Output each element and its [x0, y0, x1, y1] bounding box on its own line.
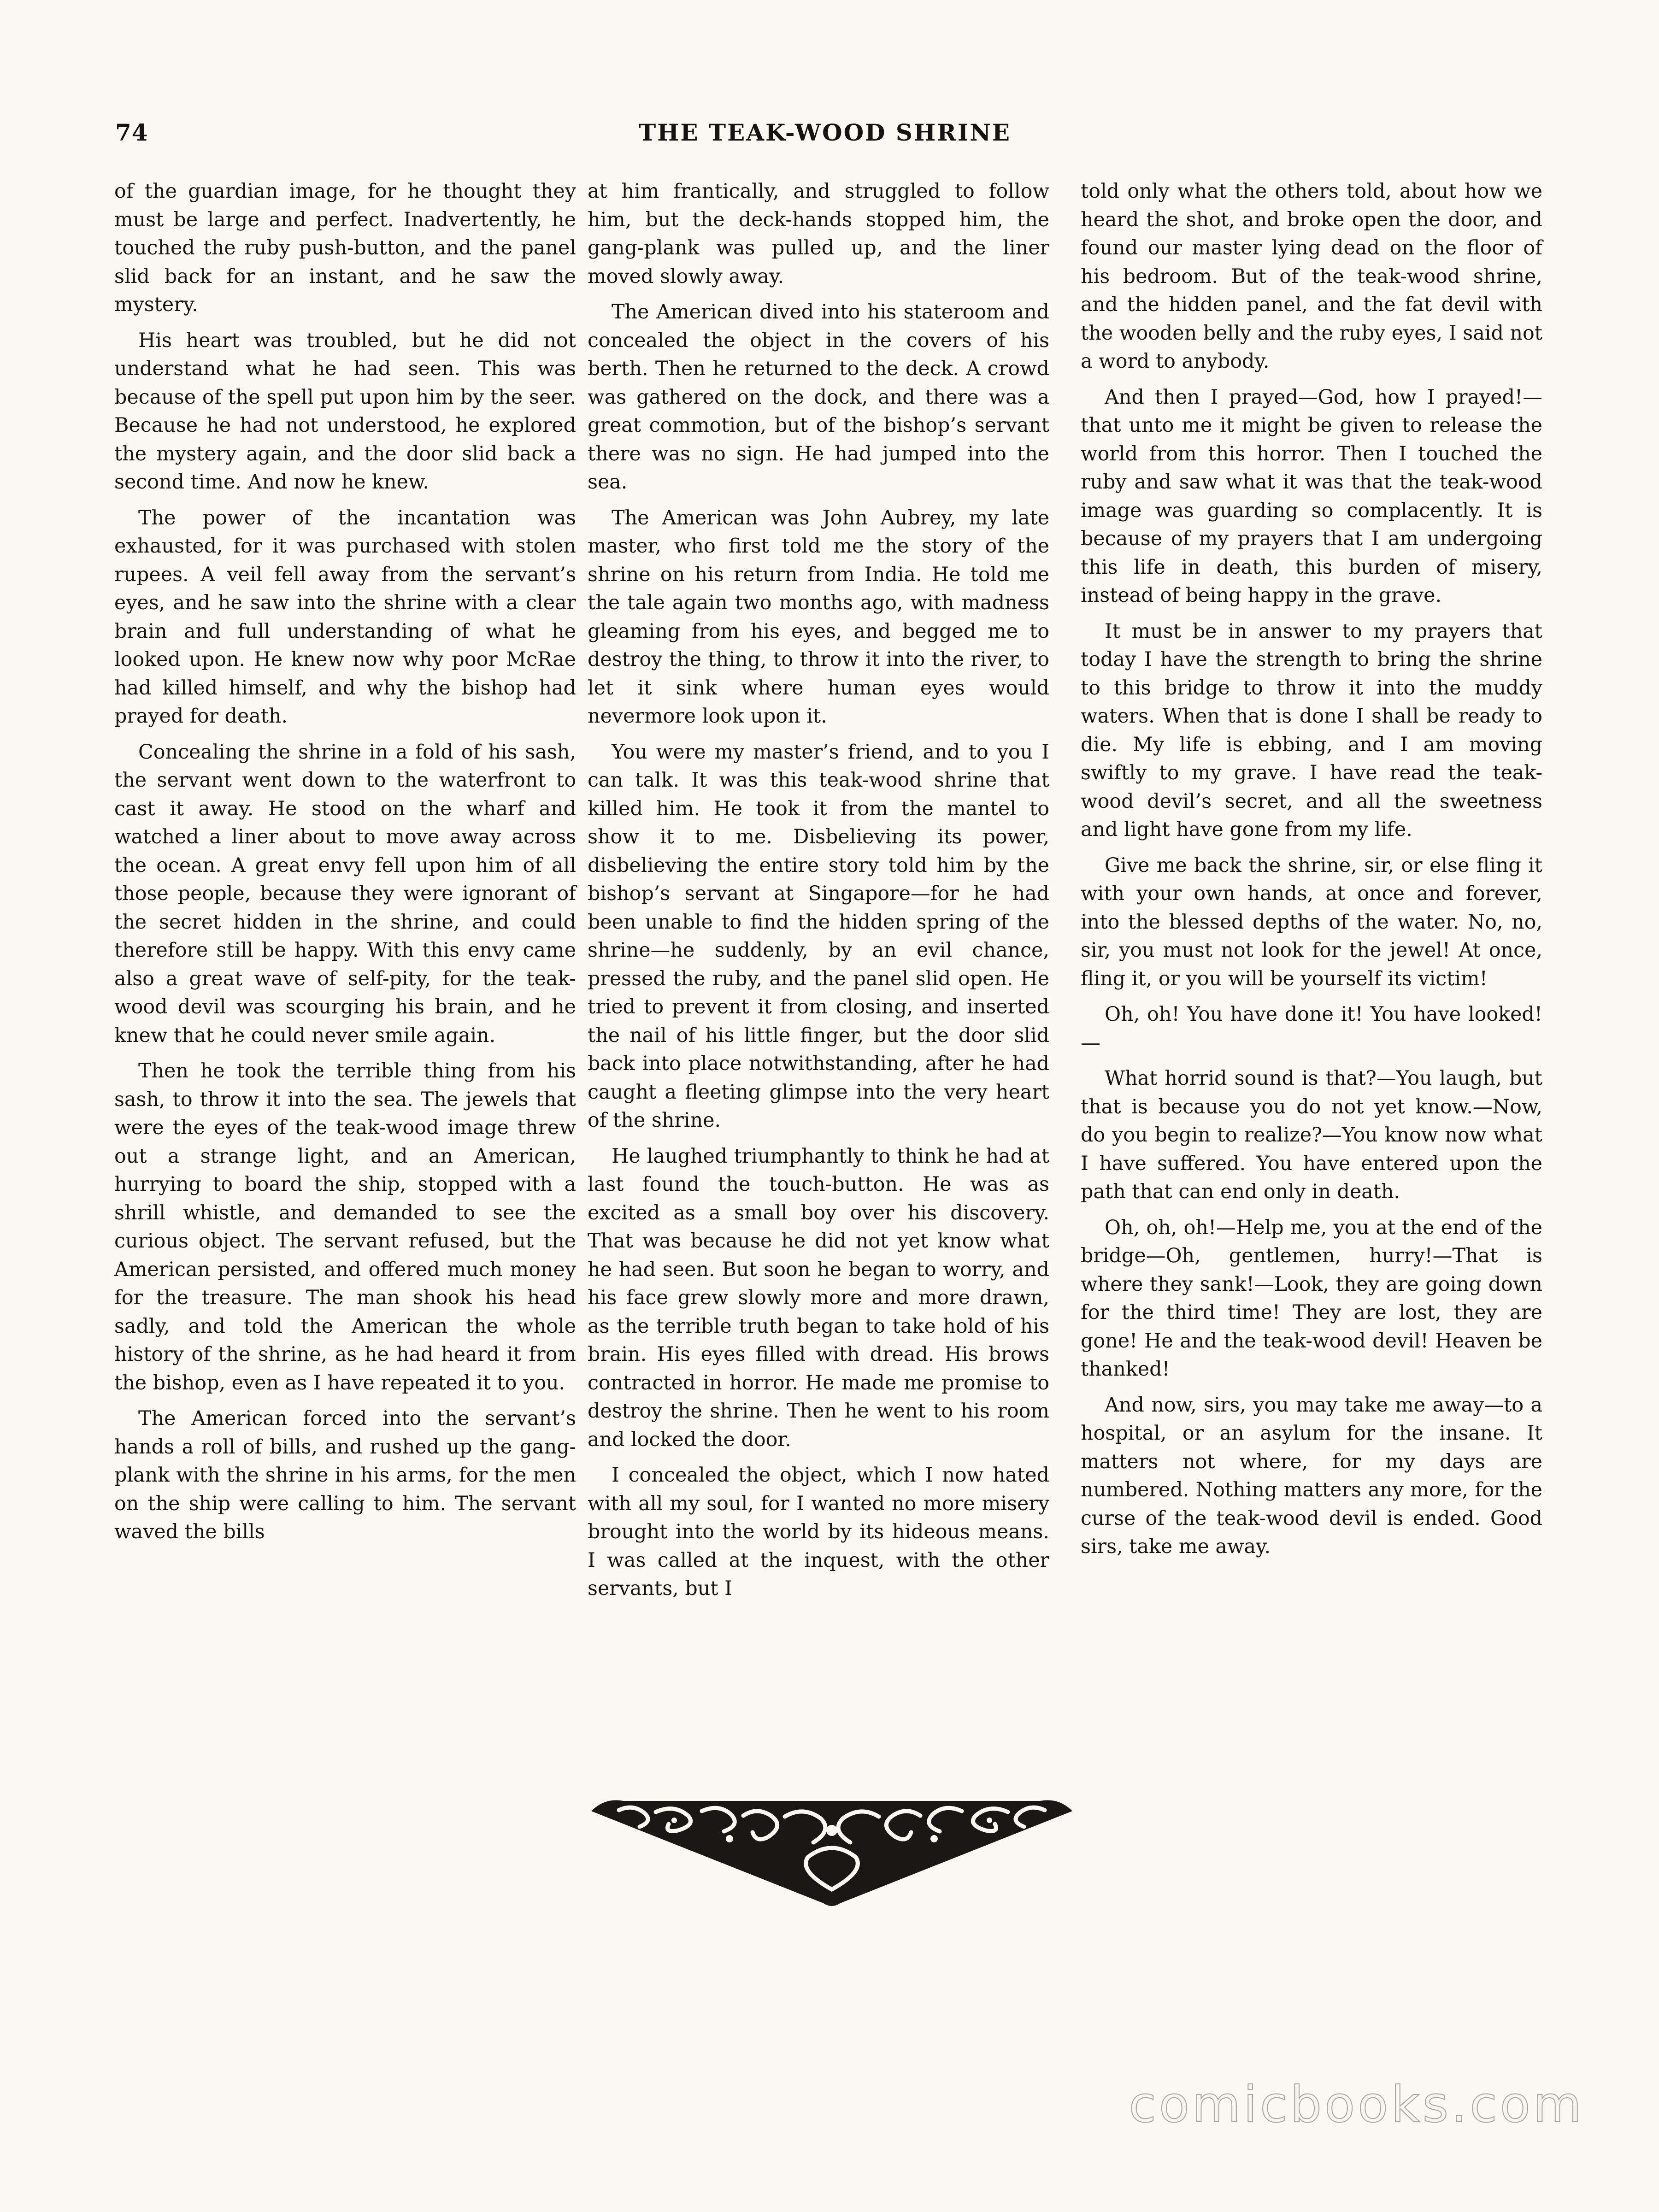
paragraph: told only what the others told, about how we heard the shot, and broke open the door, and found our master lying dead on the floor of his bedroom. But of the teak-wood shrine, and the hidden panel, and the fat devil with the wooden belly and the ruby eyes, I said not a word to anybody.	[1081, 180, 1542, 373]
paragraph: Give me back the shrine, sir, or else fling it with your own hands, at once and forever, into the blessed depths of the water. No, no, sir, you must not look for the jewel! At once, fling it, or you will be yourself its victim!	[1081, 853, 1542, 990]
paragraph: at him frantically, and struggled to follow him, but the deck-hands stopped him, the gang-plank was pulled up, and the liner moved slowly away.	[588, 180, 1049, 288]
paragraph: of the guardian image, for he thought they must be large and perfect. Inadvertently, he touched the ruby push-button, and the panel slid back for an instant, and he saw the mystery.	[114, 180, 576, 316]
paragraph: What horrid sound is that?—You laugh, but that is because you do not yet know.—Now, do you begin to realize?—You know now what I have suffered. You have entered upon the path that can end only in death.	[1081, 1067, 1542, 1203]
paragraph: And now, sirs, you may take me away—to a hospital, or an asylum for the insane. It matters not where, for my days are numbered. Nothing matters any more, for the curse of the teak-wood devil is ended. Good sirs, take me away.	[1081, 1393, 1542, 1558]
text-column-3	[1081, 177, 1542, 1569]
paragraph: I concealed the object, which I now hated with all my soul, for I wanted no more misery brought into the world by its hideous means. I was called at the inquest, with the other servants, but I	[588, 1464, 1049, 1600]
running-head-title: THE TEAK-WOOD SHRINE	[638, 119, 1012, 146]
paragraph: And then I prayed—God, how I prayed!—that unto me it might be given to release the world from this horror. Then I touched the ruby and saw what it was that the teak-wood image was guarding so complacently. It is because of my prayers that I am undergoing this life in death, this burden of misery, instead of being happy in the grave.	[1081, 385, 1542, 607]
running-header	[115, 119, 1535, 156]
paragraph: Then he took the terrible thing from his sash, to throw it into the sea. The jewels that were the eyes of the teak-wood image threw out a strange light, and an American, hurrying to board the ship, stopped with a shrill whistle, and demanded to see the curious object. The servant refused, but the American persisted, and offered much money for the treasure. The man shook his head sadly, and told the American the whole history of the shrine, as he had heard it from the bishop, even as I have repeated it to you.	[114, 1059, 576, 1394]
paragraph: The American forced into the servant’s hands a roll of bills, and rushed up the gang-plank with the shrine in his arms, for the men on the ship were calling to him. The servant waved the bills	[114, 1407, 576, 1543]
paragraph: The American was John Aubrey, my late master, who first told me the story of the shrine on his return from India. He told me the tale again two months ago, with madness gleaming from his eyes, and begged me to destroy the thing, to throw it into the river, to let it sink where human eyes would nevermore look upon it.	[588, 506, 1049, 728]
paragraph: He laughed triumphantly to think he had at last found the touch-button. He was as excited as a small boy over his discovery. That was because he did not yet know what he had seen. But soon he began to worry, and his face grew slowly more and more drawn, as the terrible truth began to take hold of his brain. His eyes filled with dread. His brows contracted in horror. He made me promise to destroy the shrine. Then he went to his room and locked the door.	[588, 1144, 1049, 1451]
paragraph: It must be in answer to my prayers that today I have the strength to bring the shrine to this bridge to throw it into the muddy waters. When that is done I shall be ready to die. My life is ebbing, and I am moving swiftly to my grave. I have read the teak-wood devil’s secret, and all the sweetness and light have gone from my life.	[1081, 619, 1542, 841]
tailpiece-ornament	[591, 1788, 1072, 1908]
paragraph: You were my master’s friend, and to you I can talk. It was this teak-wood shrine that killed him. He took it from the mantel to show it to me. Disbelieving its power, disbelieving the entire story told him by the bishop’s servant at Singapore—for he had been unable to find the hidden spring of the shrine—he suddenly, by an evil chance, pressed the ruby, and the panel slid open. He tried to prevent it from closing, and inserted the nail of his little finger, but the door slid back into place notwithstanding, after he had caught a fleeting glimpse into the very heart of the shrine.	[588, 740, 1049, 1132]
text-column-1	[114, 177, 576, 1554]
watermark: comicbooks.com	[1129, 2076, 1584, 2134]
paragraph: The power of the incantation was exhausted, for it was purchased with stolen rupees. A veil fell away from the servant’s eyes, and he saw into the shrine with a clear brain and full understanding of what he looked upon. He knew now why poor McRae had killed himself, and why the bishop had prayed for death.	[114, 506, 576, 728]
paragraph: Oh, oh! You have done it! You have looked!—	[1081, 1003, 1542, 1054]
paragraph: The American dived into his stateroom and concealed the object in the covers of his berth. Then he returned to the deck. A crowd was gathered on the dock, and there was a great commotion, but of the bishop’s servant there was no sign. He had jumped into the sea.	[588, 300, 1049, 494]
text-column-2	[588, 177, 1049, 1611]
page-number: 74	[115, 119, 148, 146]
paragraph: Concealing the shrine in a fold of his sash, the servant went down to the waterfront to cast it away. He stood on the wharf and watched a liner about to move away across the ocean. A great envy fell upon him of all those people, because they were ignorant of the secret hidden in the shrine, and could therefore still be happy. With this envy came also a great wave of self-pity, for the teak-wood devil was scourging his brain, and he knew that he could never smile again.	[114, 740, 576, 1047]
paragraph: Oh, oh, oh!—Help me, you at the end of the bridge—Oh, gentlemen, hurry!—That is where they sank!—Look, they are going down for the third time! They are lost, they are gone! He and the teak-wood devil! Heaven be thanked!	[1081, 1216, 1542, 1381]
paragraph: His heart was troubled, but he did not understand what he had seen. This was because of the spell put upon him by the seer. Because he had not understood, he explored the mystery again, and the door slid back a second time. And now he knew.	[114, 329, 576, 494]
